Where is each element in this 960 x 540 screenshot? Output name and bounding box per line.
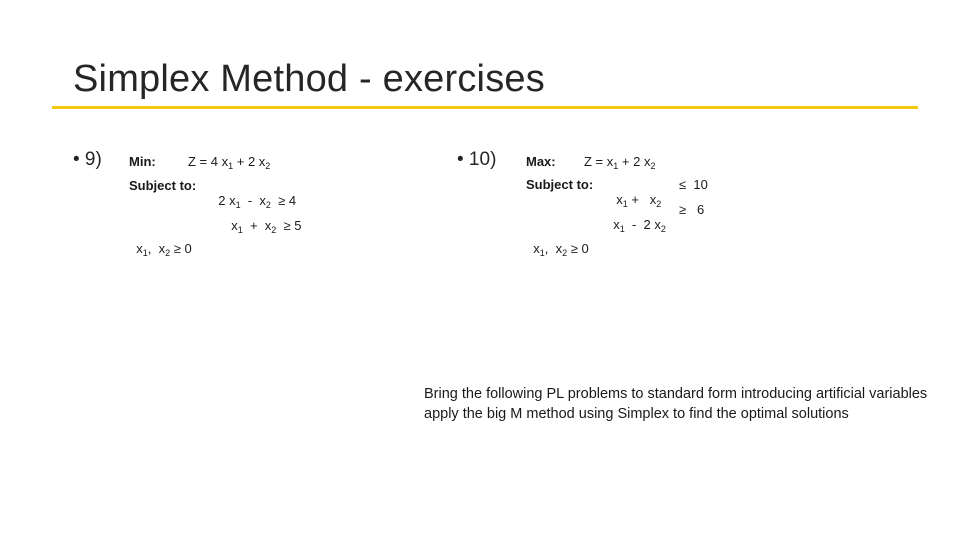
exercise-9-objective-label: Min: bbox=[129, 154, 156, 169]
exercise-10-nonnegativity: $x_1$, $x_2 \ge 0$ bbox=[533, 241, 589, 258]
exercise-10-number: • 10) bbox=[457, 149, 497, 170]
exercise-9-constraint-1: 2 $x_1 - x_2 \ge 4$ bbox=[218, 193, 297, 210]
slide-title: Simplex Method - exercises bbox=[73, 58, 545, 100]
exercise-9-objective: Z = 4 $x_1 + 2$ $x_2$ bbox=[188, 154, 271, 171]
exercise-10-constraint-2-lhs: $x_1 - 2$ $x_2$ bbox=[613, 217, 666, 234]
exercise-9-constraint-2: $x_1 + x_2 \ge 5$ bbox=[231, 218, 302, 235]
exercise-9-number: • 9) bbox=[73, 149, 102, 170]
instructions-text: Bring the following PL problems to standard form introducing artificial variables apply the big M method using Simplex to find the optimal solutions bbox=[424, 386, 928, 422]
exercise-10-constraint-2-rhs: ≥ 6 bbox=[679, 202, 705, 217]
exercise-10-constraint-1-rhs: ≤ 10 bbox=[679, 177, 708, 192]
exercise-10-objective-label: Max: bbox=[526, 154, 556, 169]
exercise-9-nonnegativity: $x_1$, $x_2 \ge 0$ bbox=[136, 241, 192, 258]
exercise-10-objective: $Z = x_1 + 2$ $x_2$ bbox=[584, 154, 656, 171]
exercise-9-subject-to: Subject to: bbox=[129, 178, 197, 193]
exercise-10-constraint-1-lhs: $x_1 + x_2$ bbox=[616, 192, 662, 209]
title-underline bbox=[52, 106, 918, 109]
exercise-10-subject-to: Subject to: bbox=[526, 177, 594, 192]
